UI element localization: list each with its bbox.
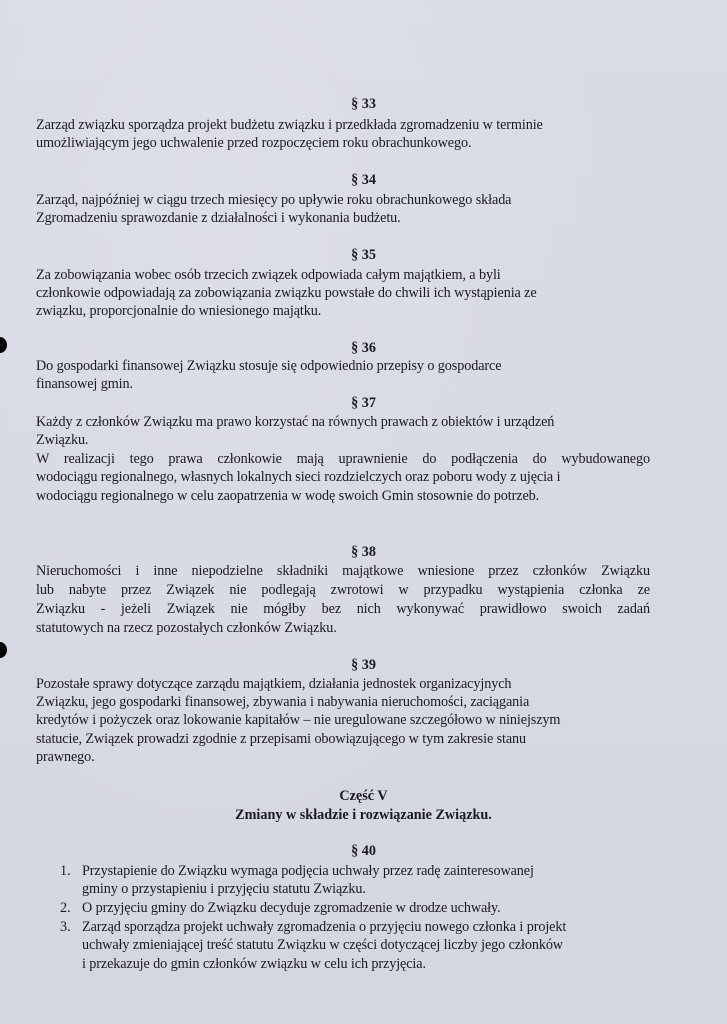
section-heading: § 40 (351, 843, 376, 859)
section-heading: § 33 (351, 96, 376, 112)
paragraph-line: Każdy z członków Związku ma prawo korzystać na równych prawach z obiektów i urządzeń (36, 414, 555, 430)
paragraph-line: Związku, jego gospodarki finansowej, zbywania i nabywania nieruchomości, zaciągania (36, 694, 530, 710)
section-heading: § 36 (351, 340, 376, 356)
list-item-line: uchwały zmieniającej treść statutu Związku w części dotyczącej liczby jego członków (82, 937, 563, 953)
paragraph-line: statutowych na rzecz pozostałych członków Związku. (36, 620, 337, 636)
paragraph-line: Związku. (36, 432, 89, 448)
section-heading: § 34 (351, 172, 376, 188)
paragraph-line: związku, proporcjonalnie do wniesionego majątku. (36, 303, 322, 319)
list-item-line: O przyjęciu gminy do Związku decyduje zgromadzenie w drodze uchwały. (82, 900, 501, 916)
paragraph-line: członkowie odpowiadają za zobowiązania związku powstałe do chwili ich wystąpienia ze (36, 285, 537, 301)
paragraph-line: Za zobowiązania wobec osób trzecich związek odpowiada całym majątkiem, a byli (36, 267, 501, 283)
paragraph-line: finansowej gmin. (36, 376, 133, 392)
paragraph-line: lub nabyte przez Związek nie podlegają zwrotowi w przypadku wystąpienia członka ze (36, 582, 650, 598)
paragraph-line: Zarząd, najpóźniej w ciągu trzech miesięcy po upływie roku obrachunkowego składa (36, 192, 512, 208)
part-subtitle: Zmiany w składzie i rozwiązanie Związku. (235, 807, 492, 823)
list-item-line: Zarząd sporządza projekt uchwały zgromadzenia o przyjęciu nowego członka i projekt (82, 919, 567, 935)
list-item-line: gminy o przystapieniu i przyjęciu statutu Związku. (82, 881, 366, 897)
list-number: 2. (60, 900, 71, 916)
paragraph-line: prawnego. (36, 749, 95, 765)
paragraph-line: wodociągu regionalnego, własnych lokalnych sieci rozdzielczych oraz poboru wody z ujęcia i (36, 469, 561, 485)
section-heading: § 39 (351, 657, 376, 673)
section-heading: § 38 (351, 544, 376, 560)
paragraph-line: kredytów i pożyczek oraz lokowanie kapitałów – nie uregulowane szczegółowo w niniejszym (36, 712, 561, 728)
paragraph-line: Związku - jeżeli Związek nie mógłby bez nich wykonywać prawidłowo swoich zadań (36, 601, 650, 617)
paragraph-line: wodociągu regionalnego w celu zaopatrzenia w wodę swoich Gmin stosownie do potrzeb. (36, 488, 540, 504)
part-title: Część V (339, 788, 388, 804)
list-item-line: i przekazuje do gmin członków związku w celu ich przyjęcia. (82, 956, 426, 972)
list-number: 1. (60, 863, 71, 879)
paragraph-line: Zarząd związku sporządza projekt budżetu związku i przedkłada zgromadzeniu w terminie (36, 117, 543, 133)
paragraph-line: statucie, Związek prowadzi zgodnie z przepisami obowiązującego w tym zakresie stanu (36, 731, 527, 747)
section-heading: § 35 (351, 247, 376, 263)
paragraph-line: Nieruchomości i inne niepodzielne składniki majątkowe wniesione przez członków Związku (36, 563, 650, 579)
paragraph-line: W realizacji tego prawa członkowie mają uprawnienie do podłączenia do wybudowanego (36, 451, 650, 467)
list-number: 3. (60, 919, 71, 935)
paragraph-line: Pozostałe sprawy dotyczące zarządu majątkiem, działania jednostek organizacyjnych (36, 676, 512, 692)
section-heading: § 37 (351, 395, 376, 411)
paragraph-line: Zgromadzeniu sprawozdanie z działalności i wykonania budżetu. (36, 210, 401, 226)
list-item-line: Przystapienie do Związku wymaga podjęcia uchwały przez radę zainteresowanej (82, 863, 534, 879)
paragraph-line: Do gospodarki finansowej Związku stosuje się odpowiednio przepisy o gospodarce (36, 358, 502, 374)
paragraph-line: umożliwiającym jego uchwalenie przed rozpoczęciem roku obrachunkowego. (36, 135, 472, 151)
